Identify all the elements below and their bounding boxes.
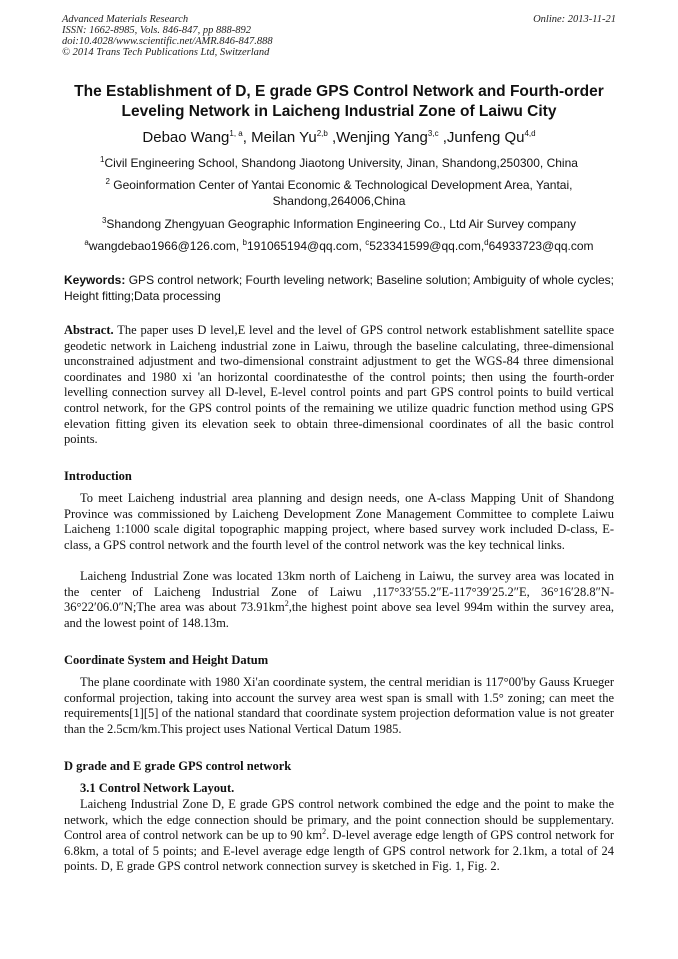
affil-text: Geoinformation Center of Yantai Economic & Technological Development Area, Yantai, (109, 178, 573, 192)
keywords-text: GPS control network; Fourth leveling network; Baseline solution; Ambiguity of whole cycles; Height fitting;Data processing (64, 273, 614, 303)
email-address: wangdebao1966@126.com, (88, 239, 243, 253)
paper-title (40, 82, 638, 122)
author-separator: , (327, 129, 337, 146)
intro-paragraph-2 (64, 569, 614, 631)
affil-sup: 1 (100, 155, 105, 164)
intro-paragraph-2-text: Laicheng Industrial Zone was located 13km north of Laicheng in Laiwu, the survey area was located in the center of Laicheng Industrial Zone of Laiwu ,117°33′55.2″E-117°39′25.2″E, 36°16′28.8″N-36°22′06.0″N;The area was about 73.91km (64, 569, 614, 615)
intro-paragraph-1: To meet Laicheng industrial area planning and design needs, one A-class Mapping Unit of Shandong Province was commissioned by Laicheng Development Zone Management Committee to complete Laiwu Laicheng 1:1000 scale digital topographic mapping project, where based survey work included D-class, E-class, a GPS control network and the fourth level of the control network was the key technical links. (64, 491, 614, 552)
author-name: Junfeng Qu (446, 129, 525, 146)
author-name: Meilan Yu (251, 129, 317, 146)
gps-paragraph-text: Laicheng Industrial Zone D, E grade GPS control network combined the edge and the point to make the network, which the edge connection should be primary, and the point connection should be supplementary. Control area of control network can be up to 90 km (64, 797, 614, 843)
email-address: 64933723@qq.com (488, 239, 594, 253)
email-list (40, 238, 638, 254)
affiliation-2 (40, 177, 638, 209)
superscript: 2 (284, 599, 289, 609)
coordinate-paragraph: The plane coordinate with 1980 Xi'an coordinate system, the central meridian is 117°00'by Gauss Krueger conformal projection, taking into account the survey area west span is small with 1.5° zoning; can meet the requirements[1][5] of the national standard that coordinate system projection deformation value is not greater than the 2.5cm/km.This project uses National Vertical Datum 1985. (64, 675, 614, 736)
doi-line: doi:10.4028/www.scientific.net/AMR.846-847.888 (62, 36, 273, 47)
affil-sup: 3 (101, 216, 107, 225)
section-heading-introduction: Introduction (64, 469, 132, 483)
author-separator: , (438, 129, 447, 146)
abstract-label: Abstract. (64, 323, 114, 337)
gps-paragraph (64, 797, 614, 875)
abstract-text: The paper uses D level,E level and the level of GPS control network establishment satellite space geodetic network in Laicheng industrial zone in Laiwu, through the baseline calculating, three-dimensional unconstrained adjustment and two-dimensional constraint adjustment to get the WGS-84 three dimensional coordinates and 1980 xi 'an horizontal coordinatesthe of the control points; then using the fourth-order levelling connection survey all D-level, E-level control points and part GPS control points to build vertical control network, for the GPS control points of the remaining we utilize quadric function method using GPS elevation fitting given its elevation seek to obtain three-dimensional coordinates of all the basic control points. (64, 323, 614, 447)
affil-text: Shandong,264006,China (272, 194, 406, 208)
affil-sup: 2 (105, 177, 110, 186)
email-sup: c (365, 238, 370, 247)
author-separator: , (242, 129, 252, 146)
affiliation-3 (40, 216, 638, 232)
issn-line: ISSN: 1662-8985, Vols. 846-847, pp 888-892 (62, 25, 251, 36)
gps-paragraph-text: . D-level average edge length of GPS control network for 6.8km, a total of 5 points; and E-level average edge length of GPS control network for 2.1km, a total of 24 points. D, E grade GPS control network connection survey is sketched in Fig. 1, Fig. 2. (64, 828, 614, 874)
keywords (64, 272, 614, 304)
section-heading-gps: D grade and E grade GPS control network (64, 759, 292, 773)
author-list (40, 128, 638, 148)
online-date: Online: 2013-11-21 (533, 14, 616, 25)
author-name: Debao Wang (142, 129, 230, 146)
author-affil-sup: 4,d (524, 129, 536, 138)
author-affil-sup: 2,b (316, 129, 328, 138)
author-name: Wenjing Yang (336, 129, 428, 146)
affil-text: Shandong Zhengyuan Geographic Information Engineering Co., Ltd Air Survey company (106, 217, 577, 231)
abstract (64, 323, 614, 448)
affil-text: Civil Engineering School, Shandong Jiaotong University, Jinan, Shandong,250300, China (104, 156, 578, 170)
copyright-line: © 2014 Trans Tech Publications Ltd, Switzerland (62, 47, 270, 58)
email-address: 191065194@qq.com, (246, 239, 366, 253)
journal-name: Advanced Materials Research (62, 14, 189, 25)
author-affil-sup: 3,c (427, 129, 439, 138)
email-sup: b (242, 238, 247, 247)
email-sup: a (84, 238, 89, 247)
email-sup: d (484, 238, 489, 247)
title-line-2: Leveling Network in Laicheng Industrial Zone of Laiwu City (121, 103, 557, 120)
author-affil-sup: 1, a (229, 129, 243, 138)
email-address: 523341599@qq.com, (369, 239, 485, 253)
title-line-1: The Establishment of D, E grade GPS Control Network and Fourth-order (74, 83, 604, 100)
subsection-heading: 3.1 Control Network Layout. (80, 781, 235, 795)
intro-paragraph-2-text: ,the highest point above sea level 994m within the survey area, and the lowest point of 148.13m. (64, 600, 614, 630)
section-heading-coordinate: Coordinate System and Height Datum (64, 653, 269, 667)
superscript: 2 (322, 827, 327, 837)
affiliation-1 (40, 155, 638, 171)
keywords-label: Keywords: (64, 273, 126, 287)
journal-header (62, 14, 616, 58)
